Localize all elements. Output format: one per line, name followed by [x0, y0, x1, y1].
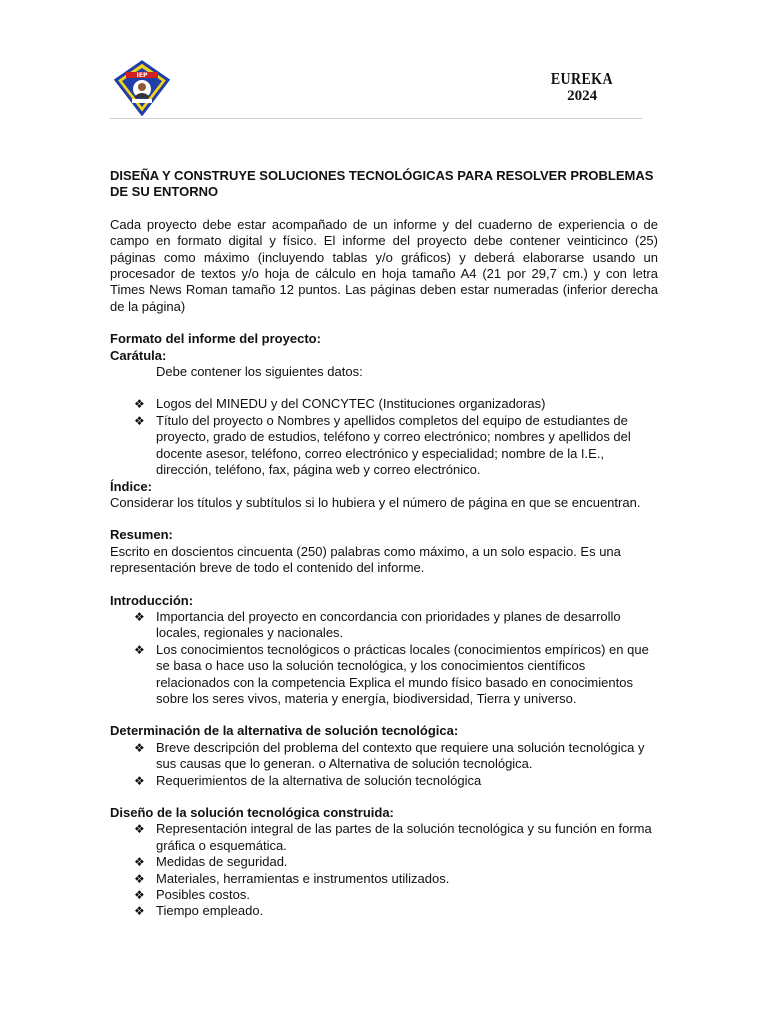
list-item: ❖ Tiempo empleado. [134, 903, 264, 919]
introduccion-list [110, 609, 658, 707]
resumen-heading: Resumen: [110, 527, 173, 543]
intro-paragraph: Cada proyecto debe estar acompañado de un informe y del cuaderno de experiencia o de campo en formato digital y físico. El informe del proyecto debe contener veinticinco (25) páginas como máximo (incluyendo tablas y/o gráficos) y deberá elaborarse usando un procesador de textos y/o hoja de cálculo en hoja tamaño A4 (21 por 29,7 cm.) y con letra Times News Roman tamaño 12 puntos. Las páginas deben estar numeradas (inferior derecha de la página) [110, 216, 658, 314]
diamond-bullet-icon: ❖ [134, 397, 145, 412]
list-item: ❖ Materiales, herramientas e instrumentos utilizados. [134, 870, 450, 886]
resumen-text: Escrito en doscientos cincuenta (250) palabras como máximo, a un solo espacio. Es una representación breve de todo el contenido del informe. [110, 543, 621, 576]
diamond-bullet-icon: ❖ [134, 871, 145, 886]
indice-text: Considerar los títulos y subtítulos si lo hubiera y el número de página en que se encuentran. [110, 494, 641, 510]
list-item: ❖ Título del proyecto o Nombres y apellidos completos del equipo de estudiantes de proyecto, grado de estudios, teléfono y correo electrónico; nombres y apellidos del docente asesor, teléfono, correo electrónico y especialidad; nombre de la I.E., dirección, teléfono, fax, página web y correo electrónico. [134, 412, 631, 478]
caratula-heading: Carátula: [110, 347, 167, 363]
caratula-list [110, 396, 658, 478]
list-item: ❖ Posibles costos. [134, 887, 250, 903]
page-header [0, 0, 768, 120]
indice-heading: Índice: [110, 478, 152, 494]
determinacion-list [110, 740, 658, 789]
diamond-bullet-icon: ❖ [134, 740, 145, 755]
diamond-bullet-icon: ❖ [134, 642, 145, 657]
formato-heading: Formato del informe del proyecto: [110, 331, 321, 347]
diamond-bullet-icon: ❖ [134, 904, 145, 919]
list-item: ❖ Importancia del proyecto en concordancia con prioridades y planes de desarrollo locales, regionales y nacionales. [134, 608, 621, 641]
diamond-bullet-icon: ❖ [134, 855, 145, 870]
list-item: ❖ Los conocimientos tecnológicos o prácticas locales (conocimientos empíricos) en que se basa o hace uso la solución tecnológica, y los conocimientos científicos relacionados con la competencia Explica el mundo físico basado en conocimientos sobre los seres vivos, materia y energía, biodiversidad, Tierra y universo. [134, 641, 649, 706]
eureka-year: 2024 [567, 88, 598, 104]
diamond-bullet-icon: ❖ [134, 413, 145, 428]
introduccion-heading: Introducción: [110, 592, 194, 608]
determinacion-heading: Determinación de la alternativa de solución tecnológica: [110, 723, 459, 739]
list-item: ❖ Requerimientos de la alternativa de solución tecnológica [134, 772, 482, 788]
list-item: ❖ Representación integral de las partes de la solución tecnológica y su función en forma gráfica o esquemática. [134, 821, 652, 853]
diseno-heading: Diseño de la solución tecnológica construida: [110, 805, 394, 820]
document-title: DISEÑA Y CONSTRUYE SOLUCIONES TECNOLÓGICAS PARA RESOLVER PROBLEMAS DE SU ENTORNO [110, 168, 654, 200]
diseno-list [110, 821, 658, 919]
logo-lettering: IEP [136, 72, 148, 79]
list-item: ❖ Logos del MINEDU y del CONCYTEC (Instituciones organizadoras) [134, 396, 546, 412]
diamond-bullet-icon: ❖ [134, 888, 145, 903]
caratula-text: Debe contener los siguientes datos: [156, 364, 363, 380]
diamond-bullet-icon: ❖ [134, 822, 145, 837]
header-divider [110, 118, 642, 119]
diamond-bullet-icon: ❖ [134, 773, 145, 788]
document-body [110, 168, 658, 920]
school-crest-logo-icon [114, 60, 170, 116]
list-item: ❖ Breve descripción del problema del contexto que requiere una solución tecnológica y sus causas que lo generan. o Alternativa de solución tecnológica. [134, 739, 645, 772]
event-badge [544, 70, 620, 105]
diamond-bullet-icon: ❖ [134, 609, 145, 624]
eureka-title: EUREKA [551, 69, 614, 88]
list-item: ❖ Medidas de seguridad. [134, 854, 288, 870]
